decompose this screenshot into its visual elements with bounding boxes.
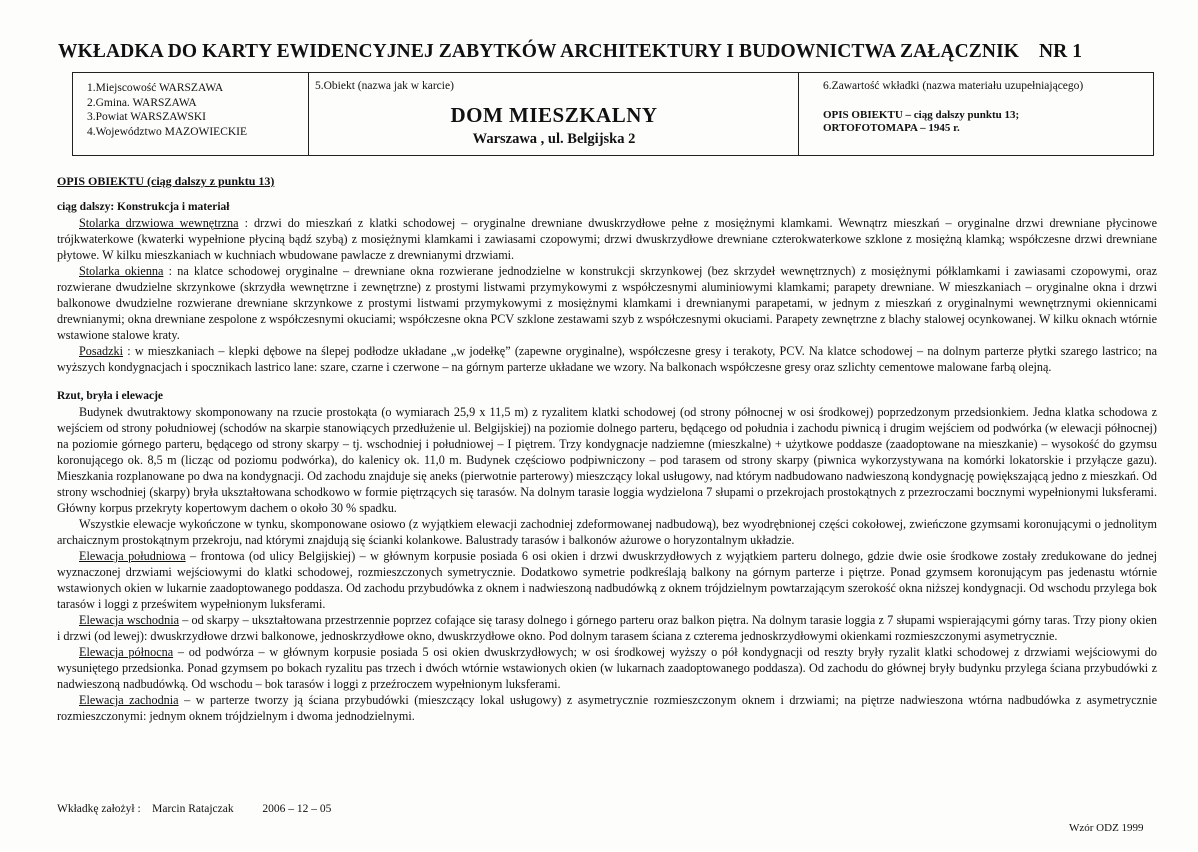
insert-content-cell <box>799 73 1153 155</box>
author-label: Wkładkę założył : <box>57 803 141 815</box>
paragraph-plan: Budynek dwutraktowy skomponowany na rzucie prostokąta (o wymiarach 25,9 x 11,5 m) z ryzalitem klatki schodowej (od strony północnej w osi środkowej) poprzedzonym przedsionkiem. Jedna klatka schodowa z wejściem od strony południowej (schodów na skarpie stanowiących przedłużenie ul. Belgijskiej) na poziomie dolnego parteru, będącego od południa i zachodu piwnicą i drugim wejściem od podwórka (w elewacji północnej) na poziomie górnego parteru, będącego od strony skarpy – tj. wschodniej i południowej – I piętrem. Trzy kondygnacje nadziemne (mieszkalne) + użytkowe poddasze (zaadoptowane na mieszkanie) – wysokość do gzymsu koronującego ok. 8,5 m (licząc od poziomu podwórka), do kalenicy ok. 11,0 m. Budynek częściowo podpiwniczony – pod tarasem od strony skarpy (piwnica wykorzystywana na komórki lokatorskie i przyłącze gazu). Mieszkania rozplanowane po dwa na kondygnacji. Od zachodu znajduje się aneks (pierwotnie parterowy) mieszczący lokal usługowy, nad którym nadbudowano nadwieszoną kondygnację powiększającą jedno z mieszkań. Od strony wschodniej (skarpy) bryła ukształtowana schodkowo w formie piętrzących się tarasów. Na dolnym tarasie loggia wydzielona 7 słupami o przekrojach prostokątnych z przezroczami bocznymi wypełnionymi luksferami. Główny korpus przekryty kopertowym dachem o około 30 % spadku. <box>57 405 1157 515</box>
construction-heading: ciąg dalszy: Konstrukcja i materiał <box>57 201 230 213</box>
paragraph-west-elevation <box>57 692 1157 724</box>
east-elevation-label: Elewacja wschodnia <box>79 613 179 627</box>
location-town: 1.Miejscowość WARSZAWA <box>87 82 224 94</box>
insert-content-line-1: OPIS OBIEKTU – ciąg dalszy punktu 13; <box>823 109 1020 121</box>
insert-content-line-2: ORTOFOTOMAPA – 1945 r. <box>823 122 960 134</box>
date: 2006 – 12 – 05 <box>262 803 332 815</box>
paragraph-window-joinery <box>57 263 1157 343</box>
floors-label: Posadzki <box>79 344 124 358</box>
document-title <box>58 41 1158 63</box>
header-table <box>72 72 1154 156</box>
object-name: DOM MIESZKALNY <box>450 103 658 127</box>
location-voivodeship: 4.Województwo MAZOWIECKIE <box>87 125 248 138</box>
paragraph-east-elevation <box>57 612 1157 644</box>
insert-content-value <box>823 109 1153 135</box>
insert-content-label: 6.Zawartość wkładki (nazwa materiału uzupełniającego) <box>823 80 1084 92</box>
east-elevation-text: – od skarpy – ukształtowana przestrzennie poprzez cofające się tarasy dolnego i górnego parteru oraz balkon piętra. Na dolnym tarasie loggia z 7 słupami wspierającymi górny taras. Trzy piony okien i drzwi (od lewej): dwuskrzydłowe drzwi balkonowe, jednoskrzydłowe okno, dwuskrzydłowe okno. Pod dolnym tarasem ściana z czterema jednoskrzydłowymi okienkami rozmieszczonymi asymetrycznie. <box>57 613 1157 643</box>
door-joinery-label: Stolarka drzwiowa wewnętrzna <box>79 216 239 230</box>
window-joinery-text: : na klatce schodowej oryginalne – drewniane okna rozwierane jednodzielne w konstrukcji skrzynkowej (bez skrzydeł wewnętrznych) z mosiężnymi półklamkami i zawiasami czopowymi, oraz rozwierane dwudzielne skrzynkowe (skrzydła wewnętrzne i zewnętrzne) z prostymi listwami przymykowymi z współczesnymi aluminiowymi klamkami; parapety drewniane. W mieszkaniach – oryginalne okna i drzwi balkonowe dwudzielne rozwierane drewniane skrzynkowe z prostymi listwami przymykowymi z mosiężnymi klamkami i drewnianymi parapetami, w jednym z mieszkań z oryginalnymi wewnętrznymi okiennicami drewnianymi; okna drewniane zespolone z współczesnymi okuciami; współczesne okna PCV szklone zestawami szyb z współczesnymi okuciami. Parapety zewnętrzne z blachy stalowej ocynkowanej. W kilku oknach wtórnie wstawione stalowe kraty. <box>57 264 1157 342</box>
location-county: 3.Powiat WARSZAWSKI <box>87 111 206 123</box>
floors-text: : w mieszkaniach – klepki dębowe na ślepej podłodze układane „w jodełkę” (zapewne oryginalne), współczesne gresy i terakoty, PCV. Na klatce schodowej – na dolnym parterze płytki szarego lastrico; na wyższych kondygnacjach i spocznikach lastrico lane: szare, czarne i czerwone – na górnym parterze układane we wzory. Na balkonach współczesne gresy oraz szlichty cementowe malowane farbą olejną. <box>57 344 1157 374</box>
section-title: OPIS OBIEKTU (ciąg dalszy z punktu 13) <box>57 174 275 188</box>
north-elevation-label: Elewacja północna <box>79 645 174 659</box>
author-name: Marcin Ratajczak <box>152 803 234 815</box>
paragraph-floors <box>57 343 1157 375</box>
object-label: 5.Obiekt (nazwa jak w karcie) <box>315 80 454 92</box>
footer <box>57 803 331 815</box>
title-number: NR 1 <box>1038 41 1083 62</box>
window-joinery-label: Stolarka okienna <box>79 264 164 278</box>
title-text: WKŁADKA DO KARTY EWIDENCYJNEJ ZABYTKÓW ARCHITEKTURY I BUDOWNICTWA ZAŁĄCZNIK <box>58 41 1020 62</box>
paragraph-door-joinery <box>57 215 1157 263</box>
west-elevation-label: Elewacja zachodnia <box>79 693 179 707</box>
south-elevation-label: Elewacja południowa <box>79 549 186 563</box>
paragraph-north-elevation <box>57 644 1157 692</box>
west-elevation-text: – w parterze tworzy ją ściana przybudówki (mieszczący lokal usługowy) z asymetrycznie rozmieszczonym oknem i drzwiami; na piętrze nadwieszona wtórna nadbudówka z asymetrycznie rozmieszczonymi: jednym oknem trójdzielnym i dwoma jednodzielnymi. <box>57 693 1157 723</box>
form-code: Wzór ODZ 1999 <box>1069 822 1144 834</box>
paragraph-elevations-general: Wszystkie elewacje wykończone w tynku, skomponowane osiowo (z wyjątkiem elewacji zachodniej zdeformowanej nadbudową), bez wyodrębnionej części cokołowej, zwieńczone gzymsami koronującymi o jednolitym archaicznym prostokątnym przekroju, nad którymi znajdują się ścianki kolankowe. Balustrady tarasów i balkonów ażurowe o horyzontalnym układzie. <box>57 517 1157 547</box>
layout-heading: Rzut, bryła i elewacje <box>57 390 164 402</box>
paragraph-south-elevation <box>57 548 1157 612</box>
description-body <box>57 173 1157 724</box>
south-elevation-text: – frontowa (od ulicy Belgijskiej) – w głównym korpusie posiada 6 osi okien i drzwi dwuskrzydłowych z wyjątkiem parteru dolnego, gdzie dwie osie środkowe zostały zredukowane do jednej wyznaczonej drzwiami wejściowymi do klatki schodowej, rozmieszczonych symetrycznie. Dodatkowo symetrie podkreślają balkony na górnym parterze i piętrze. Ponad gzymsem koronującym pas jedenastu wtórnie wstawionych okien w lukarnie zaadoptowanego poddasza. Od zachodu przybudówka z oknem i nadwieszoną nadbudówką z oknem trójdzielnym powtarzającym szerokość okna niższej kondygnacji. Od wschodu przylega bok tarasów i loggi z prześwitem wypełnionym luksferami. <box>57 549 1157 611</box>
object-cell <box>309 73 799 155</box>
north-elevation-text: – od podwórza – w głównym korpusie posiada 5 osi okien dwuskrzydłowych; w osi środkowej wyższy o pół kondygnacji od reszty bryły ryzalit klatki schodowej z drzwiami wejściowymi do wysuniętego przedsionka. Ponad gzymsem po bokach ryzalitu pas trzech i dwóch wtórnie wstawionych okien (w lukarnach zaadoptowanego poddasza). Od zachodu do głównej bryły budynku przylega ściana przybudówki z nadwieszoną nadbudówką. Od wschodu – bok tarasów i loggi z przeźroczem wypełnionym luksferami. <box>57 645 1157 691</box>
door-joinery-text: : drzwi do mieszkań z klatki schodowej – oryginalne drewniane dwuskrzydłowe pełne z mosiężnymi klamkami. Wewnątrz mieszkań – oryginalne drzwi drewniane płycinowe trójkwaterkowe (kwaterki wypełnione płyciną bądź szybą) z mosiężnymi klamkami i zawiasami czopowymi; drzwi dwuskrzydłowe drewniane czterokwaterkowe szklone z mosiężną klamką; współczesne drzwi drewniane płytowe. W kilku mieszkaniach w kuchniach wbudowane pawlacze z drewnianymi drzwiami. <box>57 216 1157 262</box>
location-cell <box>73 73 309 155</box>
location-commune: 2.Gmina. WARSZAWA <box>87 96 197 109</box>
object-address: Warszawa , ul. Belgijska 2 <box>472 131 636 147</box>
